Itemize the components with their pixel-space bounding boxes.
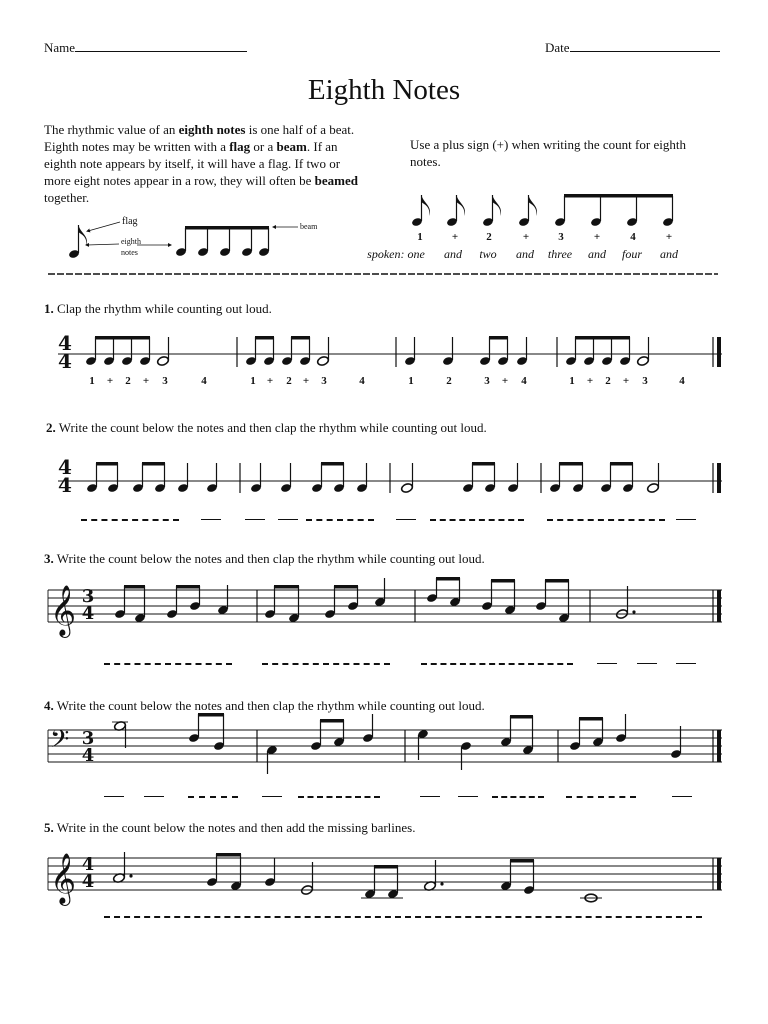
question-2-heading: 2. Write the count below the notes and then clap the rhythm while counting out loud. — [46, 420, 487, 435]
question-1-heading: 1. Clap the rhythm while counting out loud. — [44, 301, 272, 316]
spoken-label: two — [479, 247, 497, 261]
count-label: 1 — [569, 375, 575, 387]
count-label: + — [501, 375, 509, 387]
count-label: 2 — [286, 375, 292, 387]
spoken-label: four — [621, 247, 643, 261]
flag-beam-diagram — [68, 222, 298, 259]
count-label: + — [665, 231, 673, 243]
count-label: 1 — [417, 231, 423, 243]
spoken-label: and — [444, 247, 462, 261]
spoken-label: and — [660, 247, 678, 261]
label-beam: beam — [300, 222, 318, 231]
count-label: 2 — [605, 375, 611, 387]
count-label: + — [593, 231, 601, 243]
count-rule-text: Use a plus sign (+) when writing the count for eighth notes. — [410, 137, 686, 169]
time-signature-q1: 4 4 — [58, 331, 72, 373]
spoken-label: three — [547, 247, 573, 261]
question-1-rhythm — [58, 336, 722, 367]
time-signature-q3: 3 4 — [81, 586, 95, 624]
treble-clef-icon: 𝄞 — [50, 585, 77, 636]
count-label: + — [522, 231, 530, 243]
count-label: + — [622, 375, 630, 387]
count-label: + — [106, 375, 114, 387]
beamed-group-example — [175, 226, 270, 257]
count-label: + — [586, 375, 594, 387]
count-label: 2 — [125, 375, 131, 387]
label-notes: notes — [121, 248, 138, 257]
question-2-rhythm — [58, 462, 722, 493]
count-label: 2 — [486, 231, 492, 243]
count-label: 2 — [446, 375, 452, 387]
question-4-heading: 4. Write the count below the notes and then clap the rhythm while counting out loud. — [44, 698, 485, 713]
count-label: 1 — [89, 375, 95, 387]
spoken-label: and — [516, 247, 534, 261]
count-label: 4 — [630, 231, 636, 243]
count-label: 1 — [250, 375, 256, 387]
name-label: Name — [44, 40, 76, 55]
time-signature-q5: 4 4 — [81, 854, 95, 892]
count-label: 3 — [321, 375, 327, 387]
count-label: 3 — [162, 375, 168, 387]
date-label: Date — [545, 40, 570, 55]
question-3-staff — [48, 577, 722, 638]
question-3-heading: 3. Write the count below the notes and then clap the rhythm while counting out loud. — [44, 551, 485, 566]
label-flag: flag — [122, 216, 138, 227]
count-label: 4 — [679, 375, 685, 387]
count-example-notes — [411, 194, 674, 227]
spoken-label: and — [588, 247, 606, 261]
treble-clef-icon: 𝄞 — [50, 853, 77, 904]
question-5-staff — [48, 852, 722, 906]
count-label: + — [142, 375, 150, 387]
question-4-staff — [48, 713, 722, 774]
count-label: 1 — [408, 375, 414, 387]
count-label: 3 — [642, 375, 648, 387]
intro-paragraph: The rhythmic value of an eighth notes is one half of a beat. Eighth notes may be written with a flag or a beam. If an eighth note appears by itself, it will have a flag. If two or more eight notes appear in a row, they will often be beamed together. — [44, 122, 358, 205]
count-label: + — [451, 231, 459, 243]
count-label: 4 — [521, 375, 527, 387]
time-signature-q2: 4 4 — [58, 455, 72, 497]
page-title: Eighth Notes — [307, 74, 461, 106]
bass-clef-icon: 𝄢 — [50, 725, 70, 760]
question-5-heading: 5. Write in the count below the notes and then add the missing barlines. — [44, 820, 416, 835]
count-label: + — [266, 375, 274, 387]
count-label: + — [302, 375, 310, 387]
count-label: 3 — [484, 375, 490, 387]
label-eighth: eighth — [121, 237, 141, 246]
count-label: 4 — [359, 375, 365, 387]
time-signature-q4: 3 4 — [81, 728, 95, 766]
count-label: 4 — [201, 375, 207, 387]
count-label: 3 — [558, 231, 564, 243]
spoken-label: spoken: one — [367, 247, 425, 261]
